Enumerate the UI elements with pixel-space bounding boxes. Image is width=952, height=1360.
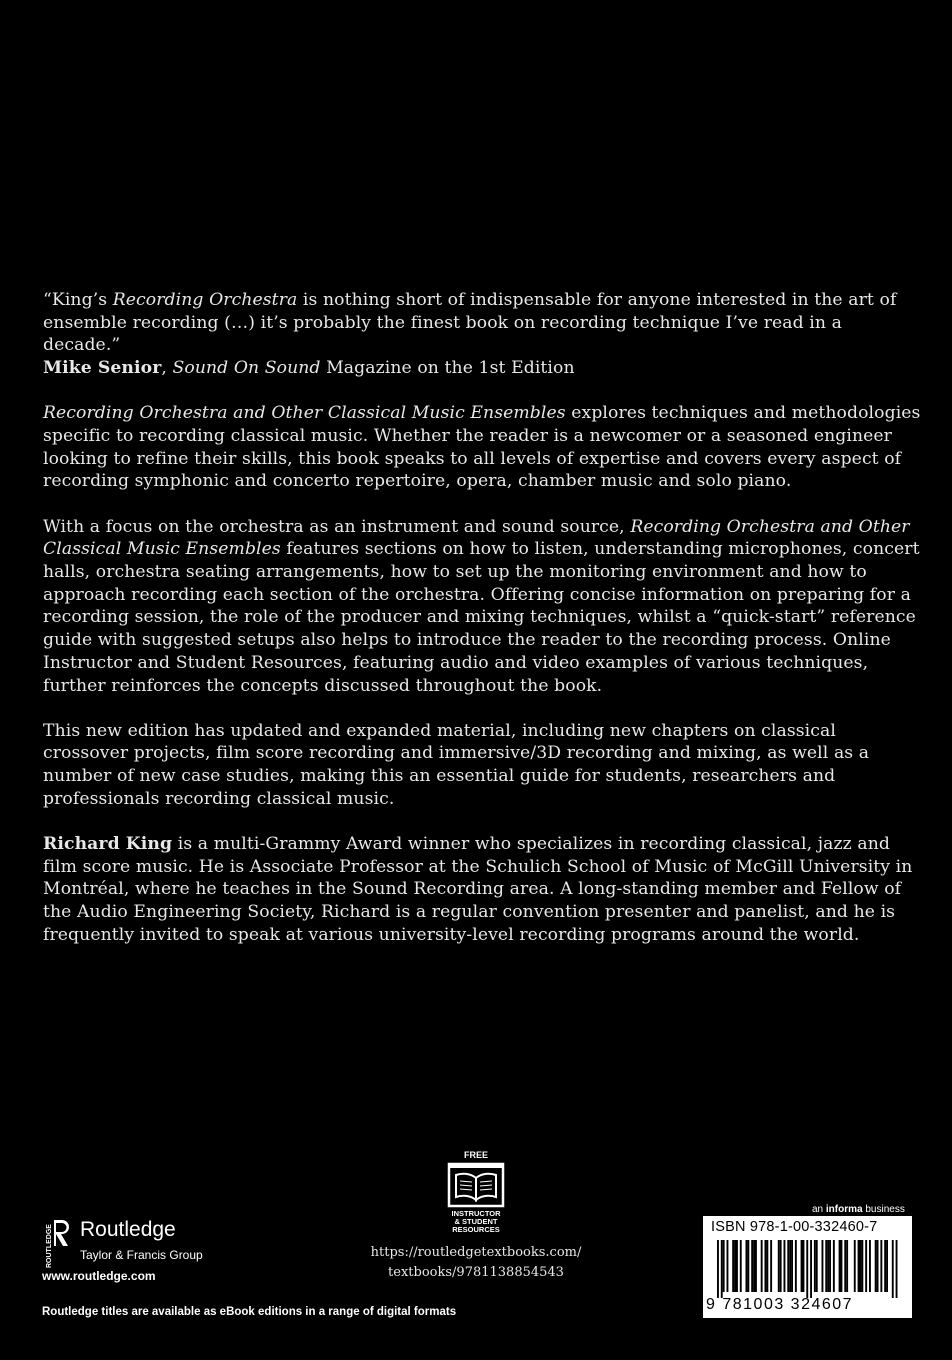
barcode-bar bbox=[734, 1240, 736, 1292]
description-paragraph-3: This new edition has updated and expanded material, including new chapters on classical crossover projects, film score recording and immersive/3D recording and mixing, as well as a number of new case studies, making this an essential guide for students, researchers and professionals recording classical music. bbox=[43, 720, 870, 809]
barcode-bar bbox=[861, 1240, 863, 1292]
informa-business-label: an informa business bbox=[812, 1204, 905, 1215]
barcode-bar bbox=[723, 1240, 725, 1292]
barcode-bar bbox=[801, 1240, 803, 1292]
quote-publication: Sound On Sound bbox=[172, 358, 321, 379]
barcode-bar bbox=[822, 1240, 824, 1292]
barcode-bar bbox=[717, 1240, 719, 1298]
barcode-bar bbox=[884, 1240, 886, 1292]
barcode-bar bbox=[880, 1240, 882, 1292]
description-paragraph-2: With a focus on the orchestra as an instrument and sound source, Recording Orchestra and Other Classical Music Ensembles features sections on how to listen, understanding microphones, concert halls, orchestra seating arrangements, how to set up the monitoring environment and how to approach recording each section of the orchestra. Offering concise information on preparing for a recording session, the role of the producer and mixing techniques, whilst a “quick-start” reference guide with suggested setups also helps to introduce the reader to the recording process. Online Instructor and Student Resources, featuring audio and video examples of various techniques, further reinforces the concepts discussed throughout the book. bbox=[43, 516, 920, 696]
ebook-note: Routledge titles are available as eBook editions in a range of digital formats bbox=[42, 1306, 457, 1318]
barcode-bar bbox=[751, 1240, 753, 1292]
barcode-bar bbox=[778, 1240, 780, 1292]
barcode-bar bbox=[766, 1240, 768, 1292]
barcode-bar bbox=[814, 1240, 816, 1292]
quote-author: Mike Senior bbox=[43, 358, 162, 379]
barcode-bars bbox=[717, 1240, 899, 1298]
barcode-bar bbox=[858, 1240, 860, 1292]
barcode-bar bbox=[789, 1240, 791, 1292]
isbn-text: ISBN 978-1-00-332460-7 bbox=[711, 1219, 878, 1235]
review-quote: “King’s Recording Orchestra is nothing short of indispensable for anyone interested in the art of ensemble recording (…) it’s probably the finest book on recording technique I’ve read in a decade.” bbox=[43, 290, 897, 356]
badge-free-label: FREE bbox=[463, 1150, 488, 1160]
barcode-bar bbox=[746, 1240, 748, 1292]
barcode-bar bbox=[827, 1240, 829, 1292]
barcode-bar bbox=[841, 1240, 843, 1292]
free-resources-badge bbox=[436, 1150, 516, 1234]
back-cover-text bbox=[43, 289, 923, 969]
barcode-bar bbox=[803, 1240, 805, 1292]
barcode-bar bbox=[816, 1240, 818, 1292]
barcode-bar bbox=[875, 1240, 877, 1292]
barcode-bar bbox=[844, 1240, 846, 1292]
barcode-bar bbox=[780, 1240, 782, 1292]
badge-text: INSTRUCTOR & STUDENT RESOURCES bbox=[451, 1209, 501, 1234]
barcode-bar bbox=[755, 1240, 757, 1292]
barcode-bar bbox=[829, 1240, 831, 1292]
resources-url[interactable]: https://routledgetextbooks.com/ textbooks/9781138854543 bbox=[370, 1245, 582, 1280]
barcode-bar bbox=[825, 1240, 827, 1292]
barcode-bar bbox=[869, 1240, 871, 1292]
barcode-bar bbox=[747, 1240, 749, 1292]
barcode bbox=[703, 1216, 912, 1318]
barcode-bar bbox=[854, 1240, 856, 1292]
barcode-bar bbox=[784, 1240, 786, 1292]
publisher-group: Taylor & Francis Group bbox=[80, 1248, 203, 1262]
barcode-digits: 9 781003 324607 bbox=[706, 1296, 854, 1313]
barcode-bar bbox=[765, 1240, 767, 1292]
barcode-bar bbox=[865, 1240, 867, 1292]
barcode-bar bbox=[860, 1240, 862, 1292]
barcode-bar bbox=[736, 1240, 738, 1292]
barcode-bar bbox=[740, 1240, 742, 1292]
routledge-logo-icon bbox=[42, 1218, 72, 1270]
barcode-bar bbox=[791, 1240, 793, 1292]
barcode-bar bbox=[833, 1240, 835, 1292]
barcode-bar bbox=[877, 1240, 879, 1292]
barcode-bar bbox=[787, 1240, 789, 1292]
logo-side-text: ROUTLEDGE bbox=[46, 1224, 53, 1268]
barcode-bar bbox=[732, 1240, 734, 1292]
barcode-bar bbox=[727, 1240, 729, 1292]
open-book-icon bbox=[447, 1162, 505, 1208]
barcode-bar bbox=[846, 1240, 848, 1292]
barcode-bar bbox=[795, 1240, 797, 1292]
quoted-book-title: Recording Orchestra bbox=[112, 290, 298, 310]
barcode-bar bbox=[806, 1240, 808, 1298]
publisher-url: www.routledge.com bbox=[42, 1269, 156, 1283]
description-paragraph-1: Recording Orchestra and Other Classical Music Ensembles explores techniques and methodologies specific to recording classical music. Whether the reader is a newcomer or a seasoned engineer looking to refine their skills, this book speaks to all levels of expertise and covers every aspect of recording symphonic and concerto repertoire, opera, chamber music and solo piano. bbox=[43, 403, 921, 492]
barcode-bar bbox=[770, 1240, 772, 1292]
barcode-bar bbox=[892, 1240, 894, 1298]
barcode-bar bbox=[721, 1240, 723, 1298]
quote-attribution: Mike Senior, Sound On Sound Magazine on the 1st Edition bbox=[43, 358, 575, 379]
author-bio: Richard King is a multi-Grammy Award winner who specializes in recording classical, jazz and film score music. He is Associate Professor at the Schulich School of Music of McGill University in Montréal, where he teaches in the Sound Recording area. A long-standing member and Fellow of the Audio Engineering Society, Richard is a regular convention presenter and panelist, and he is frequently invited to speak at various university-level recording programs around the world. bbox=[43, 834, 913, 945]
barcode-bar bbox=[839, 1240, 841, 1292]
barcode-bar bbox=[896, 1240, 898, 1298]
barcode-bar bbox=[761, 1240, 763, 1292]
barcode-bar bbox=[886, 1240, 888, 1292]
author-name: Richard King bbox=[43, 834, 173, 855]
publisher-name: Routledge bbox=[80, 1218, 176, 1241]
barcode-bar bbox=[810, 1240, 812, 1298]
barcode-bar bbox=[753, 1240, 755, 1292]
